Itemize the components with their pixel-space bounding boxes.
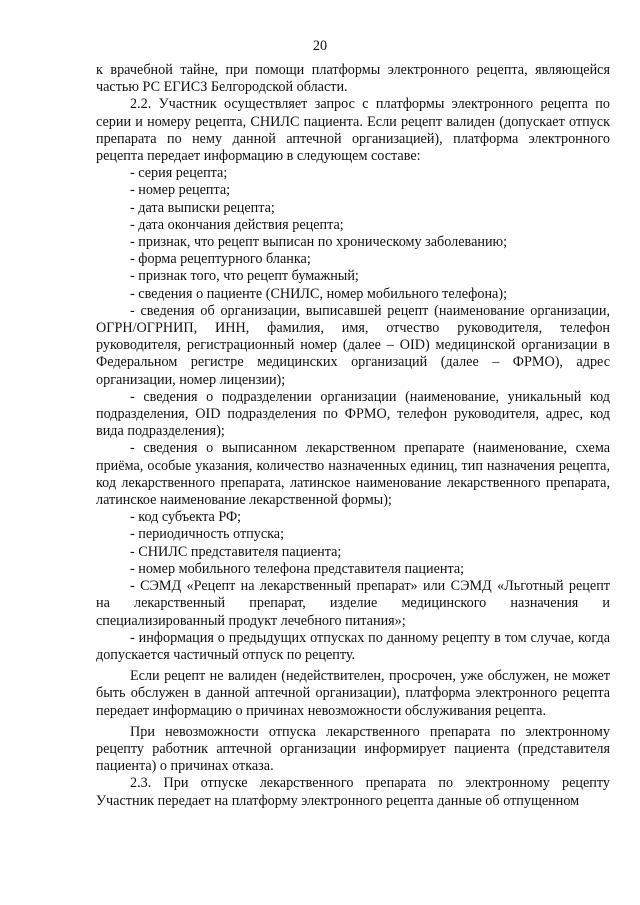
list-item-chronic-flag: - признак, что рецепт выписан по хроническому заболеванию; — [130, 234, 508, 251]
paragraph-2-2: 2.2. Участник осуществляет запрос с платформы электронного рецепта по серии и номеру рецепта, СНИЛС пациента. Если рецепт валиден (допускает отпуск препарата по нему данной аптечной организацией), платформа электронного рецепта передает информацию в следующем составе: — [96, 96, 610, 165]
paragraph-2-3: 2.3. При отпуске лекарственного препарата по электронному рецепту Участник передает на платформу электронного рецепта данные об отпущенном — [96, 775, 610, 809]
paragraph-continuation: к врачебной тайне, при помощи платформы электронного рецепта, являющейся частью РС ЕГИСЗ Белгородской области. — [96, 62, 610, 96]
list-item-periodicity: - периодичность отпуска; — [130, 526, 285, 543]
list-item-issue-date: - дата выписки рецепта; — [130, 199, 275, 216]
list-item-expiry-date: - дата окончания действия рецепта; — [130, 216, 344, 233]
list-item-representative-phone: - номер мобильного телефона представителя пациента; — [130, 560, 465, 577]
document-body — [96, 62, 610, 810]
page-number: 20 — [312, 38, 328, 54]
list-item-form: - форма рецептурного бланка; — [130, 251, 311, 268]
list-item-drug: - сведения о выписанном лекарственном препарате (наименование, схема приёма, особые указания, количество назначенных единиц, тип назначения рецепта, код лекарственного препарата, латинское наименование лекарственного препарата, латинское наименование лекарственной формы); — [96, 440, 610, 509]
paragraph-refusal: При невозможности отпуска лекарственного препарата по электронному рецепту работник аптечной организации информирует пациента (представителя пациента) о причинах отказа. — [96, 723, 610, 775]
list-item-department: - сведения о подразделении организации (наименование, уникальный код подразделения, OID подразделения по ФРМО, телефон руководителя, адрес, код вида подразделения); — [96, 388, 610, 440]
list-item-representative-snils: - СНИЛС представителя пациента; — [130, 543, 342, 560]
list-item-organization: - сведения об организации, выписавшей рецепт (наименование организации, ОГРН/ОГРНИП, ИНН, фамилия, имя, отчество руководителя, телефон руководителя, регистрационный номер (далее – OID) медицинской организации в Федеральном регистре медицинских организаций (далее – ФРМО), адрес организации, номер лицензии); — [96, 302, 610, 388]
list-item-number: - номер рецепта; — [130, 182, 231, 199]
list-item-series: - серия рецепта; — [130, 165, 228, 182]
list-item-patient-info: - сведения о пациенте (СНИЛС, номер мобильного телефона); — [130, 285, 508, 302]
list-item-semd: - СЭМД «Рецепт на лекарственный препарат» или СЭМД «Льготный рецепт на лекарственный препарат, изделие медицинского назначения и специализированный продукт лечебного питания»; — [96, 578, 610, 629]
list-item-region-code: - код субъекта РФ; — [130, 509, 242, 526]
list-item-previous-dispensing: - информация о предыдущих отпусках по данному рецепту в том случае, когда допускается частичный отпуск по рецепту. — [96, 629, 610, 663]
paragraph-invalid-prescription: Если рецепт не валиден (недействителен, просрочен, уже обслужен, не может быть обслужен в данной аптечной организации), платформа электронного рецепта передает информацию о причинах невозможности обслуживания рецепта. — [96, 668, 610, 719]
list-item-paper-flag: - признак того, что рецепт бумажный; — [130, 268, 359, 285]
